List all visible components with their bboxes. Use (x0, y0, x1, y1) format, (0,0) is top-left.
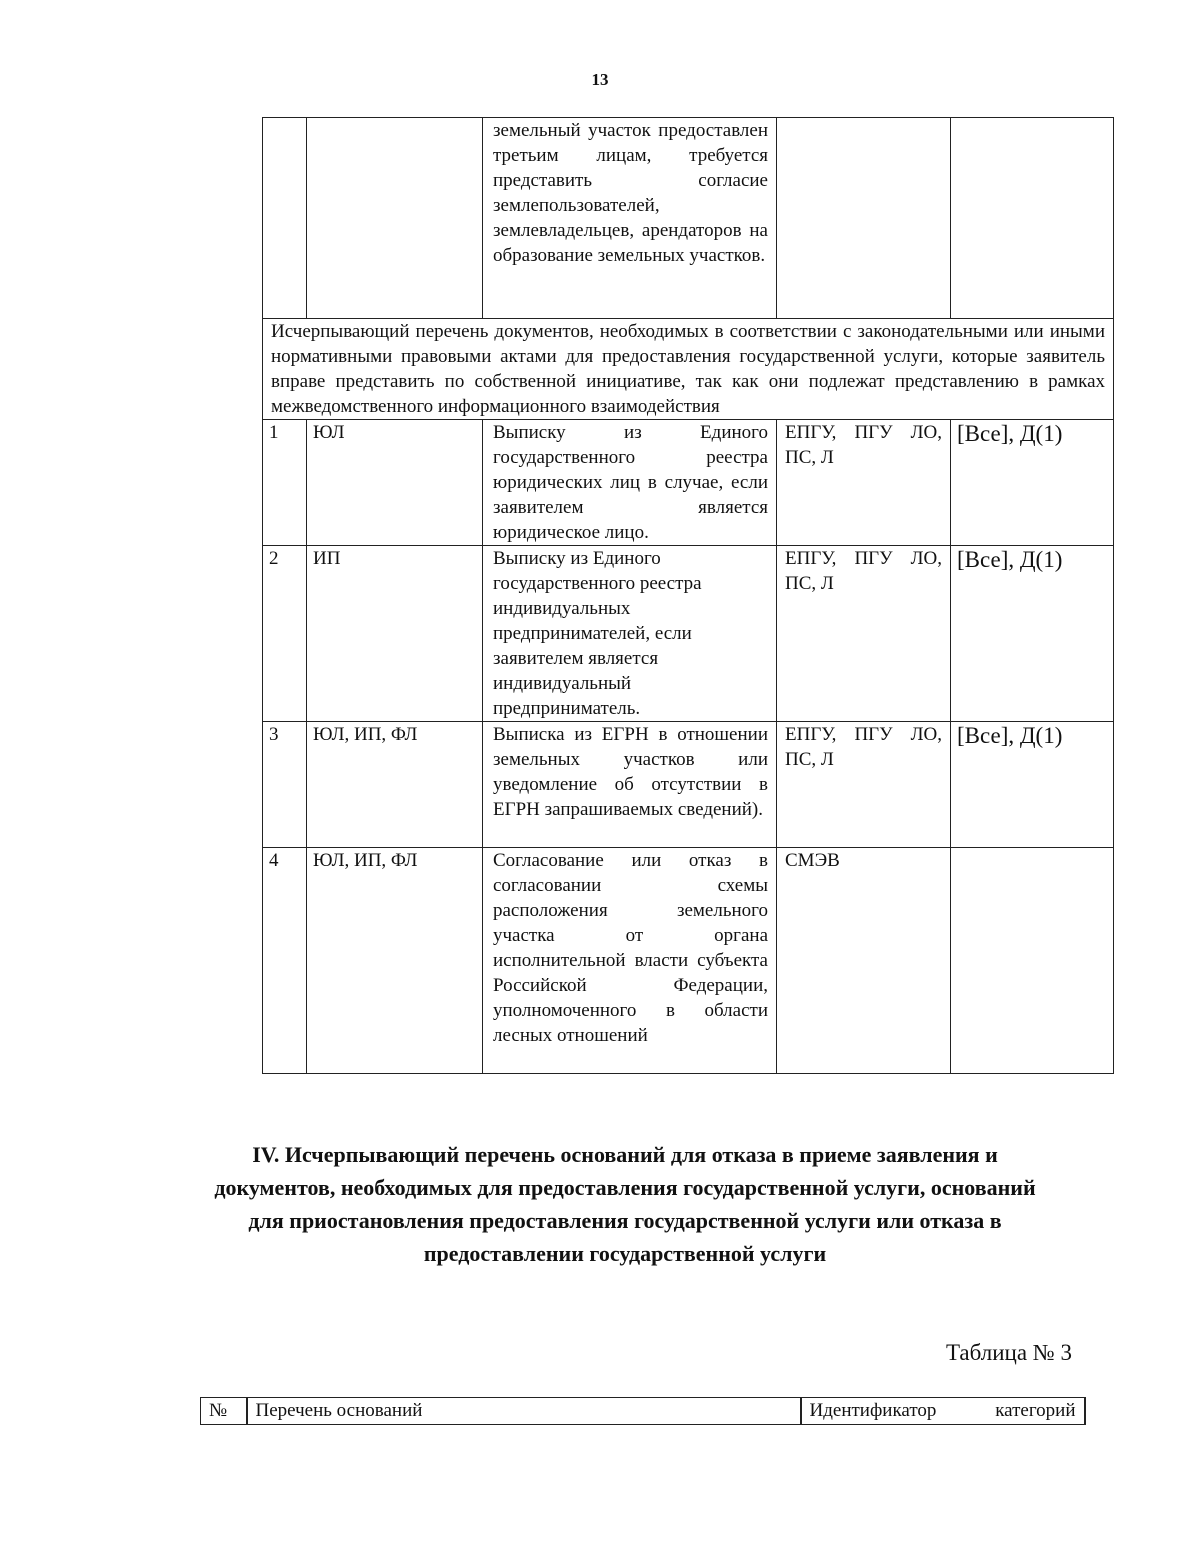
cell-description: Согласование или отказ в согласовании схемы расположения земельного участка от органа исполнительной власти субъекта Российской Федерации, уполномоченного в области лесных отношений (483, 848, 777, 1074)
documents-table (262, 117, 1114, 1074)
table-caption: Таблица № 3 (945, 1340, 1072, 1365)
section-title: IV. Исчерпывающий перечень оснований для отказа в приеме заявления и документов, необходимых для предоставления государственной услуги, оснований для приостановления предоставления государственной услуги или отказа в предоставлении государственной услуги (214, 1142, 1036, 1266)
table-row (263, 546, 1114, 722)
cell-identifier: [Все], Д(1) (951, 722, 1114, 848)
cell-category: ИП (307, 546, 483, 722)
cell-source (777, 118, 951, 319)
cell-source: ЕПГУ, ПГУ ЛО, ПС, Л (777, 722, 951, 848)
cell-source: СМЭВ (777, 848, 951, 1074)
cell-num: 2 (263, 546, 307, 722)
cell-description: Выписка из ЕГРН в отношении земельных участков или уведомление об отсутствии в ЕГРН запрашиваемых сведений). (483, 722, 777, 848)
cell-num: 4 (263, 848, 307, 1074)
cell-category (307, 118, 483, 319)
table-header-row (201, 1398, 1085, 1425)
table-row (263, 722, 1114, 848)
cell-num: 1 (263, 420, 307, 546)
cell-category: ЮЛ, ИП, ФЛ (307, 848, 483, 1074)
section-header-row (263, 319, 1114, 420)
header-category-identifier: Идентификатор категорий (801, 1398, 1085, 1425)
section-header: Исчерпывающий перечень документов, необходимых в соответствии с законодательными или иными нормативными правовыми актами для предоставления государственной услуги, которые заявитель вправе представить по собственной инициативе, так как они подлежат представлению в рамках межведомственного информационного взаимодействия (263, 319, 1114, 420)
cell-description: земельный участок предоставлен третьим лицам, требуется представить согласие землепользователей, землевладельцев, арендаторов на образование земельных участков. (483, 118, 777, 319)
table-row (263, 420, 1114, 546)
grounds-table-header (200, 1397, 1086, 1425)
cell-category: ЮЛ (307, 420, 483, 546)
cell-num: 3 (263, 722, 307, 848)
cell-description: Выписку из Единого государственного реестра индивидуальных предпринимателей, если заявителем является индивидуальный предприниматель. (483, 546, 777, 722)
cell-identifier: [Все], Д(1) (951, 420, 1114, 546)
cell-source: ЕПГУ, ПГУ ЛО, ПС, Л (777, 546, 951, 722)
cell-identifier (951, 118, 1114, 319)
cell-identifier (951, 848, 1114, 1074)
cell-num (263, 118, 307, 319)
page-number: 13 (591, 70, 609, 89)
cell-source: ЕПГУ, ПГУ ЛО, ПС, Л (777, 420, 951, 546)
table-row-continuation (263, 118, 1114, 319)
table-row (263, 848, 1114, 1074)
cell-category: ЮЛ, ИП, ФЛ (307, 722, 483, 848)
header-num: № (201, 1398, 247, 1425)
header-grounds-list: Перечень оснований (247, 1398, 801, 1425)
cell-description: Выписку из Единого государственного реестра юридических лиц в случае, если заявителем является юридическое лицо. (483, 420, 777, 546)
cell-identifier: [Все], Д(1) (951, 546, 1114, 722)
